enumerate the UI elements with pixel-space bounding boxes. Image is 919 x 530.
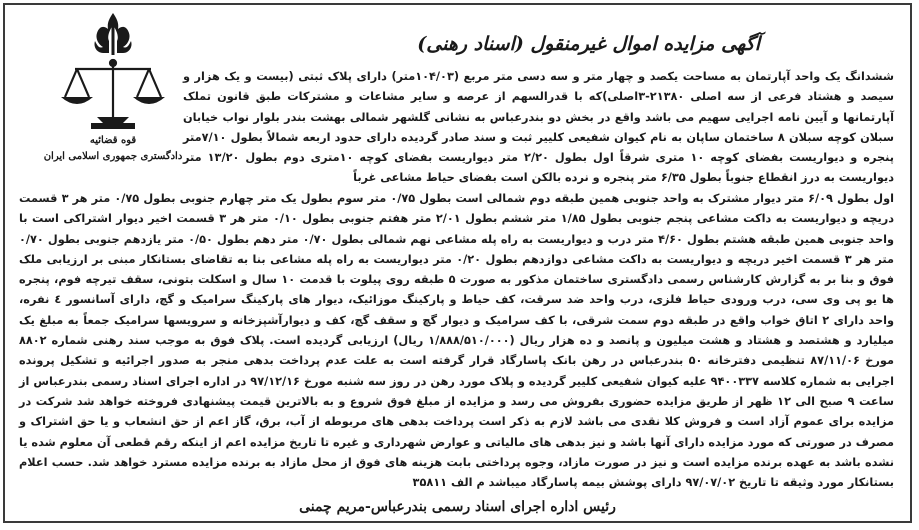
notice-title: آگهی مزایده اموال غیرمنقول (اسناد رهنی): [417, 33, 760, 55]
notice-frame: [3, 3, 912, 523]
judiciary-emblem: [33, 11, 193, 181]
org-line-judiciary: قوه قضائیه: [89, 135, 137, 146]
org-line-court: دادگستری جمهوری اسلامی ایران: [43, 151, 183, 162]
notice-paragraph-lower: اول بطول ۶/۰۹ متر دیوار مشترک به واحد جنوبی همین طبقه دوم شمالی است بطول ۰/۷۵ متر سوم بطول یک متر چهارم جنوبی بطول ۰/۷۵ متر هر ۳ قسمت دریچه و دیواریست به داکت مشاعی پنجم جنوبی بطول ۱/۸۵ متر ششم بطول ۲/۰۱ متر هفتم جنوبی بطول ۰/۱۰ متر هر ۳ قسمت اخیر دیوار اشتراکی است با واحد جنوبی همین طبقه هشتم بطول ۴/۶۰ متر درب و دیواریست به راه پله مشاعی نهم شمالی بطول ۰/۷۰ متر دهم بطول ۰/۵۰ متر یازدهم جنوبی بطول ۰/۷۰ متر هر ۳ قسمت اخیر دریچه و دیواریست به داکت مشاعی دوازدهم بطول ۰/۲۰ متر دیواریست به راه پله مشاعی بنا به تقاضای بستانکار مبنی بر ارزیابی ملک فوق و بنا بر به گزارش کارشناس رسمی دادگستری ساختمان مذکور به صورت ۵ طبقه روی پیلوت با قدمت ۱۰ سال و اسکلت بتونی، سقف تیرچه فوم، پنجره ها یو پی وی سی، درب ورودی حیاط فلزی، درب واحد ضد سرقت، کف حیاط و پارکینگ موزائیک، دیوار های پارکینگ سرامیک و گچ، دارای آسانسور ٤ نفره، واحد دارای ۲ اتاق خواب واقع در طبقه دوم سمت شرقی، با کف سرامیک و دیوار گچ و سقف گچ، کف و دیوارآشپزخانه و سرویسها سرامیک جمعاً به مبلغ یک میلیارد و هشتصد و هشتاد و هشت میلیون و پانصد و ده هزار ریال (۱/۸۸۸/۵۱۰/۰۰۰ ریال) ارزیابی گردیده است. پلاک فوق به موجب سند رهنی شماره ۸۸۰۲ مورخ ۸۷/۱۱/۰۶ تنظیمی دفترخانه ۵۰ بندرعباس در رهن بانک پاسارگاد قرار گرفته است به علت عدم پرداخت بدهی منجر به صدور اجرائیه و تشکیل پرونده اجرایی به شماره کلاسه ۹۴۰۰۳۳۷ علیه کیوان شفیعی کلییر گردیده و پلاک مورد رهن در روز سه شنبه مورخ ۹۷/۱۲/۱۶ در اداره اجرای اسناد رسمی بندرعباس از ساعت ۹ صبح الی ۱۲ ظهر از طریق مزایده حضوری بفروش می رسد و مزایده از مبلغ فوق شروع و به بالاترین قیمت پیشنهادی فروخته خواهد شد شرکت در مزایده برای عموم آزاد است و فروش کلا نقدی می باشد لازم به ذکر است پرداخت بدهی های مربوطه از آب، برق، گاز اعم از حق انشعاب و یا حق اشتراک و مصرف در صورتی که مورد مزایده دارای آنها باشد و نیز بدهی های مالیاتی و عوارض شهرداری و غیره تا تاریخ مزایده اعم از اینکه رقم قطعی آن معلوم شده یا نشده باشد به عهده برنده مزایده است و نیز در صورت مازاد، وجوه پرداختی بابت هزینه های فوق از محل مازاد به برنده مزایده مسترد خواهد شد. حسب اعلام بستانکار مورد وثیقه تا تاریخ ۹۷/۰۷/۰۲ دارای پوشش بیمه پاسارگاد میباشد م الف ۳۵۸۱۱: [19, 192, 895, 490]
notice-paragraph-upper: ششدانگ یک واحد آپارتمان به مساحت یکصد و چهار متر و سه دسی متر مربع (۱۰۴/۰۳متر) دارای پلاک ثبتی (بیست و یک هزار و سیصد و هشتاد فرعی از سه اصلی ۲۱۳۸۰-۳اصلی)که با قدرالسهم از عرصه و سایر مشاعات و مشترکات طبق قانون تملک آپارتمانها و آیین نامه اجرایی سهیم می باشد واقع در بخش دو بندرعباس به نشانی گلشهر شمالی بهشت بندر بلوار نواب خیابان سبلان کوچه سبلان ۸ ساختمان ساپان به نام کیوان شفیعی کلییر ثبت و سند صادر گردیده دارای حدود اربعه شمالاً بطول ۷/۱۰متر پنجره و دیواریست بفضای کوچه ۱۰ متری شرقاً اول بطول ۲/۲۰ متر دیواریست بفضای کوچه ۱۰متری دوم بطول ۱۳/۲۰ متر دیواریست به درز انقطاع جنوباً بطول ۶/۳۵ متر پنجره و نرده بالکن است بفضای حیاط مشاعی غرباً: [183, 70, 895, 185]
iran-emblem-scales-icon: [53, 11, 173, 133]
signature-line: رئیس اداره اجرای اسناد رسمی بندرعباس-مریم چمنی: [299, 499, 616, 515]
